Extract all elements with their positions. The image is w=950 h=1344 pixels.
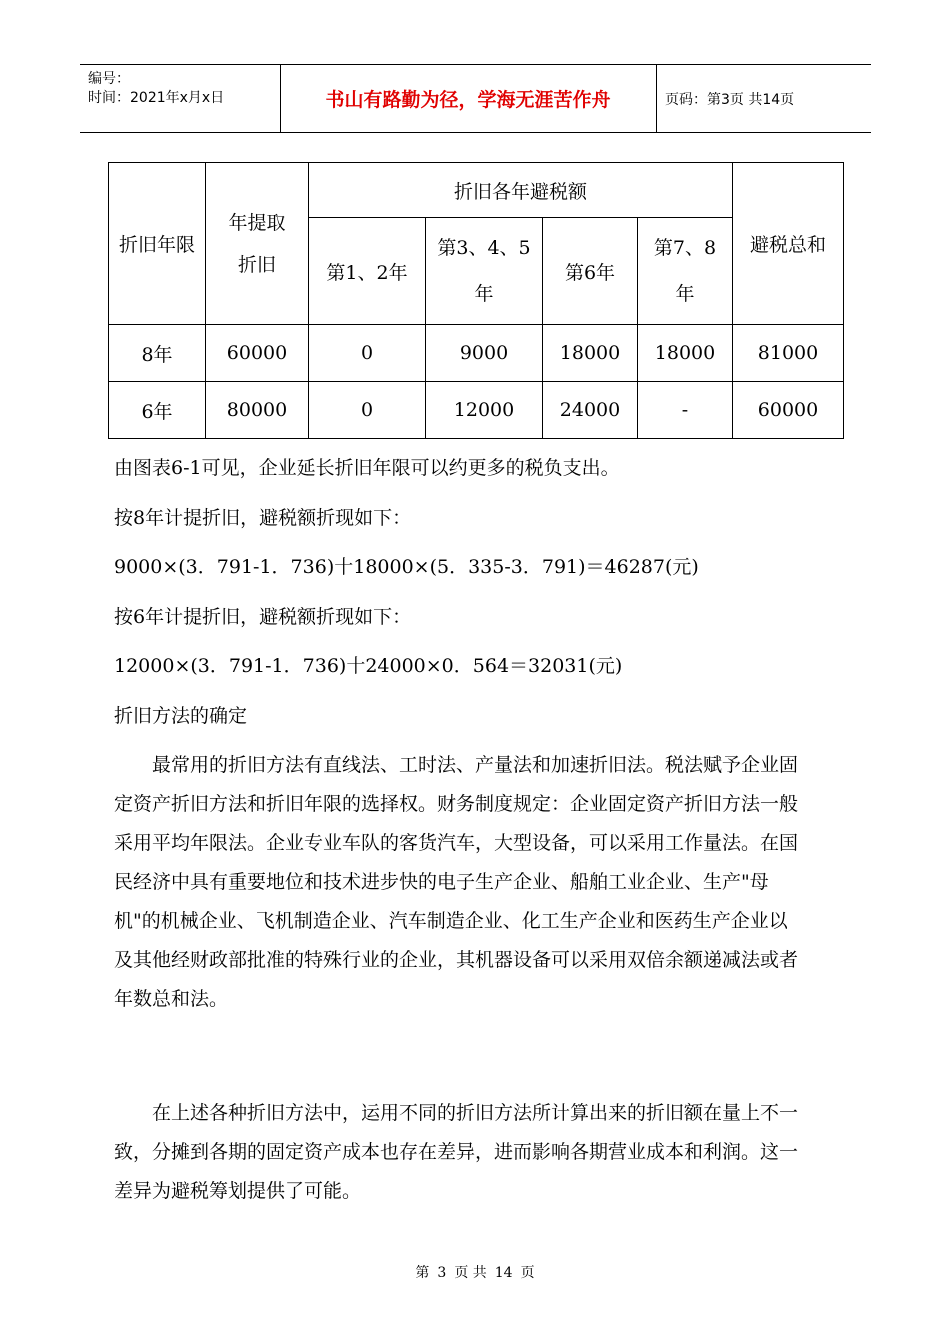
table-cell: 18000 xyxy=(543,325,638,382)
formula-line: 12000×(3．791-1．736)十24000×0．564＝32031(元) xyxy=(114,655,623,677)
page-header xyxy=(80,64,871,133)
header-text: 折旧 xyxy=(237,253,276,276)
paragraph-line: 机"的机械企业、飞机制造企业、汽车制造企业、化工生产企业和医药生产企业以 xyxy=(114,910,788,932)
header-cell-annual xyxy=(206,163,309,325)
footer-text: 第 xyxy=(415,1265,430,1281)
depreciation-table xyxy=(108,162,844,439)
table-cell: 8年 xyxy=(109,325,206,382)
paragraph-line: 致，分摊到各期的固定资产成本也存在差异，进而影响各期营业成本和利润。这一 xyxy=(114,1141,799,1163)
header-number: 编号： xyxy=(88,71,130,87)
formula-line: 9000×(3．791-1．736)十18000×(5．335-3．791)＝46287(元) xyxy=(114,556,699,578)
table-cell: 0 xyxy=(309,382,426,439)
table-row xyxy=(109,325,844,382)
header-meta xyxy=(88,70,224,108)
page-footer xyxy=(0,1262,950,1282)
header-divider xyxy=(656,65,657,132)
table-cell: 0 xyxy=(309,325,426,382)
paragraph-line: 在上述各种折旧方法中，运用不同的折旧方法所计算出来的折旧额在量上不一 xyxy=(114,1102,799,1124)
table-cell: - xyxy=(638,382,733,439)
paragraph-line: 定资产折旧方法和折旧年限的选择权。财务制度规定：企业固定资产折旧方法一般 xyxy=(114,793,799,815)
paragraph xyxy=(114,1094,874,1211)
paragraph-line: 民经济中具有重要地位和技术进步快的电子生产企业、船舶工业企业、生产"母 xyxy=(114,871,769,893)
paragraph xyxy=(114,746,874,1019)
header-text: 第7、8 xyxy=(653,237,717,259)
paragraph-line: 采用平均年限法。企业专业车队的客货汽车，大型设备，可以采用工作量法。在国 xyxy=(114,832,799,854)
table-cell: 81000 xyxy=(733,325,844,382)
header-text: 折旧年限 xyxy=(118,234,195,256)
subheader-cell xyxy=(638,218,733,325)
subheader-cell xyxy=(426,218,543,325)
footer-text: 页 xyxy=(520,1265,535,1281)
table-cell: 60000 xyxy=(733,382,844,439)
paragraph-line: 差异为避税筹划提供了可能。 xyxy=(114,1180,362,1202)
paragraph-line: 及其他经财政部批准的特殊行业的企业，其机器设备可以采用双倍余额递减法或者 xyxy=(114,949,799,971)
table-cell: 18000 xyxy=(638,325,733,382)
header-cell-total xyxy=(733,163,844,325)
text-line: 由图表6-1可见，企业延长折旧年限可以约更多的税负支出。 xyxy=(114,457,620,479)
paragraph-line: 年数总和法。 xyxy=(114,988,229,1010)
footer-page-number: 3 xyxy=(437,1265,447,1281)
footer-total-pages: 14 xyxy=(494,1265,513,1281)
table-cell: 60000 xyxy=(206,325,309,382)
header-text: 第3、4、5 xyxy=(437,237,531,259)
header-text: 年 xyxy=(474,283,494,305)
table-cell: 6年 xyxy=(109,382,206,439)
header-text: 折旧各年避税额 xyxy=(453,180,587,203)
header-cell-years xyxy=(109,163,206,325)
table-cell: 80000 xyxy=(206,382,309,439)
text-line: 按8年计提折旧，避税额折现如下： xyxy=(114,507,412,529)
header-text: 避税总和 xyxy=(749,234,826,256)
header-cell-group xyxy=(309,163,733,218)
header-text: 年 xyxy=(675,283,695,305)
header-text: 第1、2年 xyxy=(326,261,408,284)
header-time: 时间：2021年x月x日 xyxy=(88,90,225,106)
section-heading: 折旧方法的确定 xyxy=(114,705,248,727)
header-text: 年提取 xyxy=(228,211,286,234)
paragraph-line: 最常用的折旧方法有直线法、工时法、产量法和加速折旧法。税法赋予企业固 xyxy=(114,754,799,776)
subheader-cell xyxy=(309,218,426,325)
footer-text: 页 共 xyxy=(454,1265,487,1281)
header-text: 第6年 xyxy=(564,261,616,284)
header-motto: 书山有路勤为径，学海无涯苦作舟 xyxy=(325,89,611,111)
table-row xyxy=(109,382,844,439)
text-line: 按6年计提折旧，避税额折现如下： xyxy=(114,606,412,628)
table-cell: 9000 xyxy=(426,325,543,382)
table-cell: 12000 xyxy=(426,382,543,439)
table-cell: 24000 xyxy=(543,382,638,439)
subheader-cell xyxy=(543,218,638,325)
header-page-info: 页码：第3页 共14页 xyxy=(665,91,795,108)
